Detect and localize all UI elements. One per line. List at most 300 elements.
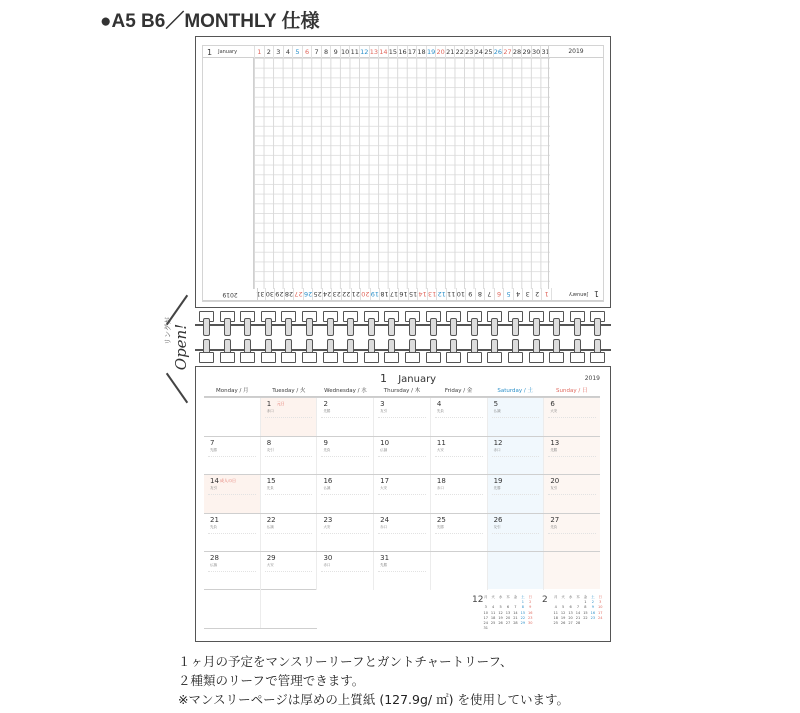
day-cell[interactable]	[373, 552, 430, 590]
day-number: 22	[266, 515, 276, 524]
day-cell[interactable]	[316, 475, 373, 513]
mini-weekday: 金	[513, 595, 518, 599]
day-cell[interactable]	[430, 514, 487, 552]
day-cell[interactable]	[430, 437, 487, 475]
mini-weekday: 木	[506, 595, 510, 599]
binder-ring	[570, 308, 586, 366]
gantt-day: 7	[311, 46, 321, 58]
gantt-day: 13	[428, 290, 437, 298]
day-number: 19	[493, 477, 503, 485]
day-cell[interactable]	[204, 552, 260, 590]
rokuyo-label: 仏滅	[266, 524, 274, 529]
mini-day: 20	[568, 615, 573, 620]
day-cell[interactable]	[543, 514, 600, 552]
rokuyo-label: 大安	[323, 524, 331, 529]
mini-day: 16	[528, 610, 533, 615]
mini-weekday: 水	[498, 595, 503, 599]
mini-day: 23	[590, 615, 596, 620]
day-number: 4	[436, 400, 442, 408]
gantt-day: 12	[437, 290, 446, 298]
gantt-day: 6	[495, 288, 505, 300]
writing-line	[265, 494, 313, 495]
mini-day: 18	[553, 615, 558, 620]
gantt-task-column	[203, 58, 254, 289]
day-cell[interactable]	[260, 475, 317, 513]
rokuyo-label: 仏滅	[323, 486, 331, 490]
description-line-3: ※マンスリーページは厚めの上質紙 (127.9g/ ㎡) を使用しています。	[178, 692, 569, 707]
binder-ring	[384, 308, 400, 366]
day-cell[interactable]	[543, 552, 600, 590]
rokuyo-label: 先負	[323, 447, 331, 452]
day-cell[interactable]	[543, 437, 600, 475]
gantt-day: 4	[283, 46, 293, 58]
gantt-day: 9	[330, 46, 340, 58]
gantt-day: 27	[503, 48, 512, 56]
binder-ring	[220, 308, 236, 366]
week-row	[204, 513, 600, 552]
gantt-day: 21	[446, 48, 455, 56]
rokuyo-label: 友引	[380, 409, 388, 413]
gantt-day: 19	[426, 48, 436, 56]
rokuyo-label: 友引	[210, 486, 217, 490]
day-number: 8	[266, 438, 272, 447]
rokuyo-label: 先負	[210, 524, 217, 529]
binder-ring	[343, 308, 359, 366]
binder-ring	[508, 308, 524, 366]
writing-line	[265, 456, 313, 457]
gantt-frame	[202, 45, 604, 302]
writing-line	[265, 533, 313, 534]
monthly-leaf	[195, 366, 611, 642]
day-number: 7	[210, 438, 215, 447]
mini-day: 7	[576, 605, 580, 610]
mini-day: 25	[553, 621, 558, 626]
gantt-day: 27	[294, 290, 303, 298]
mini-weekday: 木	[576, 595, 580, 599]
writing-line	[548, 494, 596, 495]
day-cell[interactable]	[316, 552, 373, 590]
day-number: 17	[380, 477, 390, 485]
mini-day: 15	[583, 610, 588, 615]
mini-day: 6	[506, 605, 510, 610]
mini-day: 29	[520, 621, 526, 626]
gantt-day: 30	[531, 48, 541, 56]
mini-day: 3	[599, 600, 602, 605]
day-number: 11	[436, 438, 446, 447]
mini-day: 22	[520, 615, 526, 620]
gantt-day: 10	[456, 290, 465, 298]
gantt-day: 5	[504, 288, 514, 300]
mini-day: 2	[529, 600, 532, 605]
gantt-footer-day-header	[256, 288, 552, 300]
mini-day: 10	[483, 610, 488, 615]
day-cell[interactable]	[373, 398, 430, 436]
gantt-day: 18	[417, 48, 426, 56]
rokuyo-label: 先勝	[210, 447, 217, 452]
day-number: 15	[266, 477, 276, 485]
rokuyo-label: 友引	[266, 447, 274, 452]
rokuyo-label: 赤口	[323, 563, 331, 567]
day-cell[interactable]	[543, 398, 600, 436]
weekday-label: Wednesday / 水	[324, 388, 367, 394]
day-cell[interactable]	[430, 552, 487, 590]
day-cell[interactable]	[260, 514, 317, 552]
rokuyo-label: 友引	[550, 486, 558, 490]
day-cell[interactable]	[373, 514, 430, 552]
slash-mark-bottom	[166, 373, 188, 404]
rokuyo-label: 先勝	[436, 524, 444, 529]
gantt-day: 28	[512, 48, 522, 56]
day-number: 21	[210, 515, 219, 524]
mini-day: 6	[569, 605, 572, 610]
writing-line	[492, 494, 540, 495]
gantt-day: 17	[389, 290, 399, 298]
writing-line	[492, 417, 540, 418]
gantt-day: 12	[360, 48, 369, 56]
binder-ring	[487, 308, 503, 366]
mini-day: 19	[498, 615, 503, 620]
mini-weekday: 日	[598, 595, 603, 599]
mini-day: 21	[513, 615, 518, 620]
binder-ring	[467, 308, 483, 366]
day-number: 18	[436, 477, 446, 485]
gantt-day: 3	[523, 288, 533, 300]
day-number: 13	[550, 438, 560, 447]
rokuyo-label: 先負	[550, 524, 558, 529]
day-cell[interactable]	[487, 437, 544, 475]
gantt-month-name: January	[218, 49, 238, 55]
mini-day: 20	[505, 615, 511, 620]
day-number: 30	[323, 554, 333, 562]
rokuyo-label: 友引	[493, 524, 501, 529]
gantt-day: 11	[447, 290, 456, 298]
writing-line	[208, 533, 256, 534]
day-cell[interactable]	[204, 398, 260, 436]
mini-day: 4	[554, 605, 557, 610]
gantt-day: 14	[379, 48, 388, 56]
gantt-day: 23	[332, 290, 341, 298]
gantt-day: 18	[380, 290, 389, 298]
gantt-day: 16	[399, 290, 408, 298]
gantt-day: 21	[351, 290, 360, 298]
writing-line	[378, 494, 426, 495]
gantt-day: 13	[369, 48, 378, 56]
writing-line	[321, 533, 369, 534]
gantt-day: 29	[275, 290, 284, 298]
gantt-day: 23	[465, 48, 474, 56]
gantt-grid	[254, 58, 550, 289]
rokuyo-label: 仏滅	[493, 409, 501, 413]
mini-day: 26	[560, 621, 566, 626]
gantt-day: 5	[292, 46, 302, 58]
gantt-day: 9	[466, 288, 476, 300]
mini-day: 22	[583, 615, 588, 620]
day-number: 6	[550, 400, 555, 408]
monthly-month-number: 1	[380, 372, 387, 385]
writing-line	[265, 571, 313, 572]
day-number: 31	[380, 554, 390, 562]
writing-line	[378, 456, 426, 457]
week-row	[204, 436, 600, 475]
day-cell[interactable]	[430, 475, 487, 513]
mini-day: 23	[528, 615, 533, 620]
gantt-footer-inverted	[203, 289, 603, 301]
mini-calendar-prev	[472, 595, 536, 635]
gantt-year: 2019	[548, 46, 603, 58]
day-cell[interactable]	[204, 514, 260, 552]
mini-weekday: 金	[583, 595, 588, 599]
day-cell[interactable]	[316, 398, 373, 436]
day-cell[interactable]	[487, 514, 544, 552]
day-number: 3	[380, 400, 385, 408]
binder-ring	[281, 308, 297, 366]
rokuyo-label: 先負	[436, 409, 444, 413]
mini-day: 5	[562, 605, 565, 610]
weekday-label: Thursday / 木	[383, 388, 421, 394]
day-number: 27	[550, 515, 560, 524]
description-line-1: １ヶ月の予定をマンスリーリーフとガントチャートリーフ、	[178, 654, 513, 669]
day-cell[interactable]	[430, 398, 487, 436]
gantt-day: 1	[542, 288, 552, 300]
writing-line	[435, 494, 483, 495]
mini-day: 24	[598, 615, 603, 620]
mini-weekday: 火	[491, 595, 495, 599]
mini-weekday: 水	[568, 595, 573, 599]
mini-day: 27	[568, 621, 573, 626]
mini-day: 28	[513, 621, 518, 626]
day-cell[interactable]	[204, 475, 260, 513]
mini-day: 10	[598, 605, 603, 610]
gantt-day: 8	[321, 46, 331, 58]
mini-day: 14	[513, 610, 518, 615]
rokuyo-label: 先勝	[493, 486, 501, 490]
gantt-day: 22	[342, 290, 351, 298]
day-number: 23	[323, 515, 333, 524]
rokuyo-label: 大安	[550, 409, 558, 413]
mini-day: 7	[514, 605, 517, 610]
gantt-day: 14	[418, 290, 427, 298]
mini-day: 12	[498, 610, 503, 615]
mini-weekday: 土	[521, 595, 525, 599]
mini-weekday: 月	[553, 595, 558, 599]
writing-line	[208, 494, 256, 495]
rokuyo-label: 赤口	[266, 409, 274, 413]
gantt-day: 30	[265, 290, 275, 298]
gantt-day: 7	[485, 288, 495, 300]
mini-weekday: 月	[483, 595, 488, 599]
day-number: 9	[323, 438, 328, 447]
monthly-year: 2019	[584, 375, 600, 382]
day-cell[interactable]	[204, 437, 260, 475]
writing-line	[321, 417, 369, 418]
binder-ring	[529, 308, 545, 366]
week-row	[204, 474, 600, 513]
day-number: 2	[323, 400, 328, 408]
gantt-month-label	[203, 46, 254, 58]
mini-weekday: 日	[528, 595, 533, 599]
day-cell[interactable]	[260, 398, 317, 436]
weekday-label: Friday / 金	[444, 388, 473, 394]
mini-day: 3	[484, 605, 487, 610]
mini-calendar-next	[542, 595, 606, 635]
writing-line	[321, 494, 369, 495]
holiday-name: 元日	[276, 401, 285, 406]
day-cell[interactable]	[543, 475, 600, 513]
writing-line	[435, 456, 483, 457]
mini-day: 17	[598, 610, 603, 615]
mini-day: 16	[590, 610, 596, 615]
binder-ring	[446, 308, 462, 366]
day-number: 5	[493, 400, 499, 408]
gantt-day: 4	[514, 288, 524, 300]
mini-day: 13	[568, 610, 573, 615]
product-description	[178, 652, 569, 709]
mini-calendar-days	[552, 595, 604, 626]
mini-day: 5	[499, 605, 502, 610]
day-number: 16	[323, 477, 333, 485]
mini-day: 1	[584, 600, 587, 605]
mini-day: 24	[483, 621, 488, 626]
binder-ring	[302, 308, 318, 366]
writing-line	[548, 456, 596, 457]
gantt-day: 31	[541, 48, 550, 56]
mini-day: 14	[575, 610, 581, 615]
day-cell[interactable]	[373, 475, 430, 513]
day-number: 26	[493, 515, 503, 524]
rokuyo-label: 仏滅	[210, 563, 217, 567]
gantt-day: 11	[350, 48, 359, 56]
gantt-day: 15	[388, 48, 398, 56]
gantt-day: 2	[533, 288, 543, 300]
mini-day: 4	[492, 605, 495, 610]
week-row	[204, 397, 600, 436]
day-cell[interactable]	[316, 437, 373, 475]
mini-day: 1	[521, 600, 524, 605]
weekday-header	[204, 386, 600, 397]
gantt-day: 26	[303, 290, 313, 298]
binder-ring	[426, 308, 442, 366]
gantt-footer-month-number: 1	[593, 289, 599, 299]
weekday-label: Saturday / 土	[497, 388, 533, 394]
mini-day: 2	[591, 600, 594, 605]
writing-line	[378, 417, 426, 418]
gantt-day: 17	[407, 48, 417, 56]
gantt-header	[203, 46, 603, 58]
writing-line	[378, 533, 426, 534]
writing-line	[208, 456, 256, 457]
rokuyo-label: 赤口	[436, 486, 444, 490]
mini-day: 8	[521, 605, 524, 610]
binder-ring	[199, 308, 215, 366]
memo-area	[204, 589, 317, 629]
rokuyo-label: 大安	[436, 447, 444, 452]
rokuyo-label: 赤口	[380, 524, 388, 529]
gantt-day: 20	[436, 48, 445, 56]
writing-line	[435, 533, 483, 534]
gantt-day: 25	[313, 290, 322, 298]
gantt-day-header	[254, 46, 550, 58]
rokuyo-label: 先負	[266, 486, 274, 490]
rokuyo-label: 大安	[266, 563, 274, 567]
day-number: 1	[266, 400, 272, 408]
gantt-day: 24	[474, 48, 483, 56]
day-cell[interactable]	[316, 514, 373, 552]
mini-calendar-month: 12	[472, 595, 484, 605]
gantt-day: 16	[398, 48, 407, 56]
day-cell[interactable]	[487, 552, 544, 590]
rokuyo-label: 仏滅	[380, 447, 388, 452]
day-number: 24	[380, 515, 390, 524]
gantt-day: 10	[341, 48, 350, 56]
open-note-japanese: リングが	[163, 317, 172, 345]
gantt-chart-leaf	[195, 36, 611, 308]
binder-ring	[364, 308, 380, 366]
mini-day: 8	[584, 605, 587, 610]
gantt-footer-year: 2019	[203, 288, 258, 300]
mini-calendar-days	[482, 595, 534, 631]
mini-day: 28	[575, 621, 581, 626]
day-number: 28	[210, 554, 219, 562]
gantt-month-number: 1	[207, 47, 213, 57]
ring-binding	[195, 308, 611, 366]
mini-day: 21	[575, 615, 581, 620]
mini-day: 17	[483, 615, 488, 620]
gantt-day: 6	[302, 46, 312, 58]
day-cell[interactable]	[260, 552, 317, 590]
writing-line	[548, 417, 596, 418]
day-number: 29	[266, 554, 276, 562]
day-cell[interactable]	[487, 475, 544, 513]
day-cell[interactable]	[373, 437, 430, 475]
mini-day: 15	[520, 610, 526, 615]
mini-day: 27	[505, 621, 511, 626]
rokuyo-label: 先勝	[550, 447, 558, 452]
binder-ring	[323, 308, 339, 366]
open-note-english: Open!	[172, 323, 191, 371]
writing-line	[435, 417, 483, 418]
binder-ring	[405, 308, 421, 366]
mini-day: 9	[529, 605, 532, 610]
day-cell[interactable]	[260, 437, 317, 475]
writing-line	[492, 533, 540, 534]
gantt-day: 1	[254, 46, 264, 58]
day-cell[interactable]	[487, 398, 544, 436]
writing-line	[321, 571, 369, 572]
writing-line	[492, 456, 540, 457]
writing-line	[548, 533, 596, 534]
mini-weekday: 火	[561, 595, 565, 599]
gantt-day: 2	[264, 46, 274, 58]
mini-day: 19	[560, 615, 566, 620]
mini-day: 11	[490, 610, 496, 615]
rokuyo-label: 先勝	[380, 563, 388, 567]
binder-ring	[590, 308, 606, 366]
rokuyo-label: 大安	[380, 486, 388, 490]
mini-day: 12	[560, 610, 566, 615]
monthly-month-name: January	[398, 374, 437, 385]
ring-open-annotation	[150, 282, 200, 394]
gantt-day: 3	[273, 46, 283, 58]
mini-day: 31	[483, 626, 488, 631]
binder-ring	[240, 308, 256, 366]
mini-day: 9	[591, 605, 594, 610]
gantt-day: 26	[493, 48, 503, 56]
mini-calendar-month: 2	[542, 595, 548, 605]
weekday-label: Tuesday / 火	[272, 388, 306, 394]
writing-line	[265, 417, 313, 418]
day-number: 10	[380, 438, 390, 447]
mini-day: 18	[490, 615, 496, 620]
